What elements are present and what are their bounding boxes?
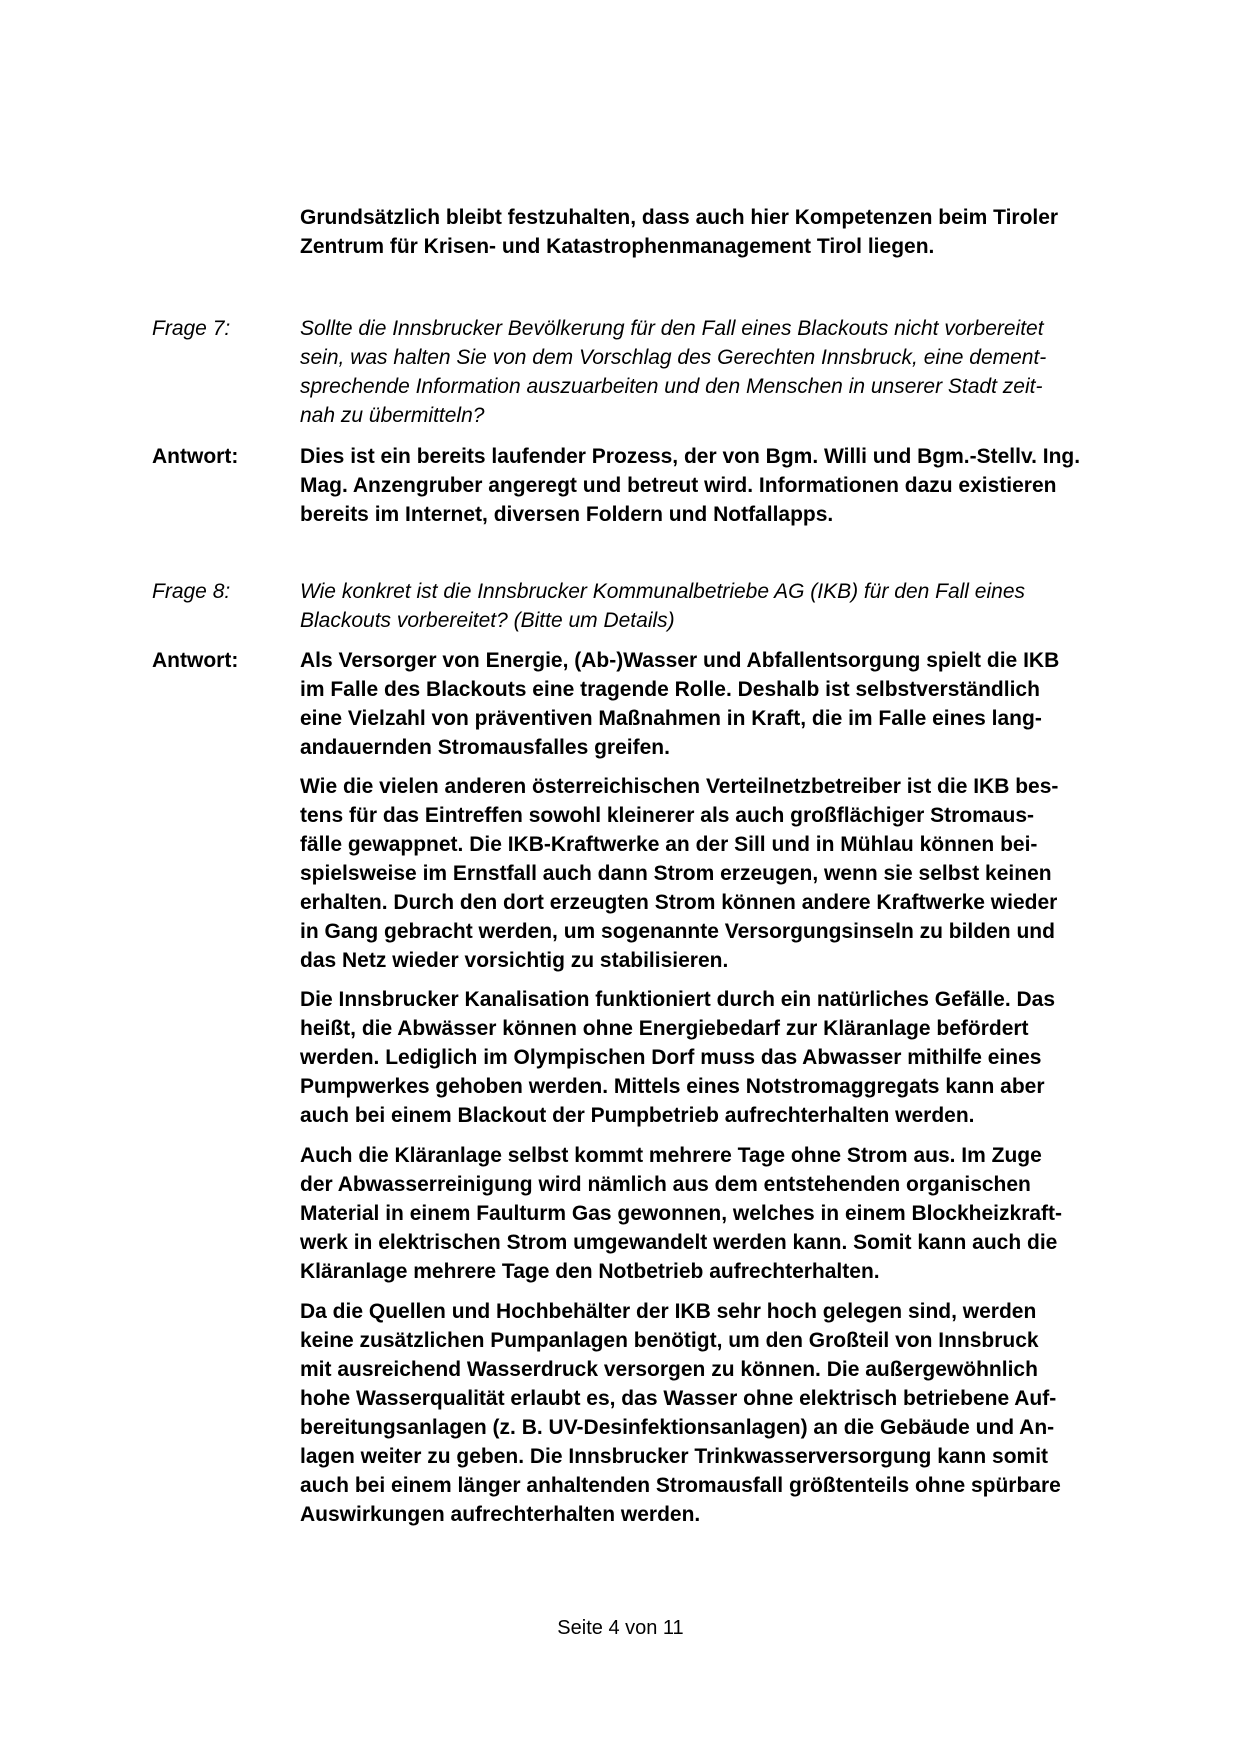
text-line: Auch die Kläranlage selbst kommt mehrere Tage ohne Strom aus. Im Zuge <box>300 1144 1042 1167</box>
answer-8-paragraph-1 <box>300 646 1140 762</box>
text-line: mit ausreichend Wasserdruck versorgen zu können. Die außergewöhnlich <box>300 1358 1038 1381</box>
answer-8-paragraph-2 <box>300 772 1140 975</box>
text-line: Auswirkungen aufrechterhalten werden. <box>300 1503 701 1526</box>
text-line: nah zu übermitteln? <box>300 404 485 427</box>
answer-7-text <box>300 442 1140 529</box>
text-line: eine Vielzahl von präventiven Maßnahmen in Kraft, die im Falle eines lang- <box>300 707 1042 730</box>
text-line: in Gang gebracht werden, um sogenannte Versorgungsinseln zu bilden und <box>300 920 1055 943</box>
text-line: im Falle des Blackouts eine tragende Rolle. Deshalb ist selbstverständlich <box>300 678 1040 701</box>
text-line: Da die Quellen und Hochbehälter der IKB sehr hoch gelegen sind, werden <box>300 1300 1037 1323</box>
text-line: werden. Lediglich im Olympischen Dorf muss das Abwasser mithilfe eines <box>300 1046 1042 1069</box>
text-line: der Abwasserreinigung wird nämlich aus dem entstehenden organischen <box>300 1173 1031 1196</box>
text-line: Wie konkret ist die Innsbrucker Kommunalbetriebe AG (IKB) für den Fall eines <box>300 580 1026 603</box>
answer-8-paragraph-3 <box>300 985 1140 1130</box>
text-line: keine zusätzlichen Pumpanlagen benötigt, um den Großteil von Innsbruck <box>300 1329 1039 1352</box>
text-line: heißt, die Abwässer können ohne Energiebedarf zur Kläranlage befördert <box>300 1017 1029 1040</box>
page-number: Seite 4 von 11 <box>557 1617 684 1639</box>
text-line: tens für das Eintreffen sowohl kleinerer als auch großflächiger Stromaus- <box>300 804 1035 827</box>
text-line: Wie die vielen anderen österreichischen Verteilnetzbetreiber ist die IKB bes- <box>300 775 1059 798</box>
text-line: werk in elektrischen Strom umgewandelt werden kann. Somit kann auch die <box>300 1231 1058 1254</box>
text-line: erhalten. Durch den dort erzeugten Strom können andere Kraftwerke wieder <box>300 891 1058 914</box>
text-line: auch bei einem Blackout der Pumpbetrieb aufrechterhalten werden. <box>300 1104 975 1127</box>
answer-7-label: Antwort: <box>152 445 239 468</box>
question-7-label: Frage 7: <box>152 317 231 340</box>
text-line: lagen weiter zu geben. Die Innsbrucker Trinkwasserversorgung kann somit <box>300 1445 1049 1468</box>
text-line: sein, was halten Sie von dem Vorschlag des Gerechten Innsbruck, eine dement- <box>300 346 1047 369</box>
text-line: Material in einem Faulturm Gas gewonnen, welches in einem Blockheizkraft- <box>300 1202 1063 1225</box>
text-line: bereits im Internet, diversen Foldern und Notfallapps. <box>300 503 834 526</box>
text-line: auch bei einem länger anhaltenden Stromausfall größtenteils ohne spürbare <box>300 1474 1061 1497</box>
text-line: Dies ist ein bereits laufender Prozess, der von Bgm. Willi und Bgm.-Stellv. Ing. <box>300 445 1081 468</box>
answer-8-label: Antwort: <box>152 649 239 672</box>
text-line: Mag. Anzengruber angeregt und betreut wird. Informationen dazu existieren <box>300 474 1057 497</box>
question-7-text <box>300 314 1140 430</box>
question-8-text <box>300 577 1140 635</box>
text-line: das Netz wieder vorsichtig zu stabilisieren. <box>300 949 729 972</box>
intro-paragraph <box>300 203 1140 261</box>
text-line: andauernden Stromausfalles greifen. <box>300 736 670 759</box>
text-line: fälle gewappnet. Die IKB-Kraftwerke an der Sill und in Mühlau können bei- <box>300 833 1038 856</box>
text-line: Grundsätzlich bleibt festzuhalten, dass auch hier Kompetenzen beim Tiroler <box>300 206 1059 229</box>
answer-8-paragraph-4 <box>300 1141 1140 1286</box>
text-line: Blackouts vorbereitet? (Bitte um Details) <box>300 609 675 632</box>
text-line: Sollte die Innsbrucker Bevölkerung für den Fall eines Blackouts nicht vorbereitet <box>300 317 1044 340</box>
text-line: sprechende Information auszuarbeiten und den Menschen in unserer Stadt zeit- <box>300 375 1043 398</box>
text-line: Zentrum für Krisen- und Katastrophenmanagement Tirol liegen. <box>300 235 935 258</box>
question-8-label: Frage 8: <box>152 580 231 603</box>
text-line: Die Innsbrucker Kanalisation funktioniert durch ein natürliches Gefälle. Das <box>300 988 1056 1011</box>
text-line: spielsweise im Ernstfall auch dann Strom erzeugen, wenn sie selbst keinen <box>300 862 1052 885</box>
answer-8-paragraph-5 <box>300 1297 1140 1529</box>
text-line: Kläranlage mehrere Tage den Notbetrieb aufrechterhalten. <box>300 1260 880 1283</box>
text-line: bereitungsanlagen (z. B. UV-Desinfektionsanlagen) an die Gebäude und An- <box>300 1416 1055 1439</box>
text-line: hohe Wasserqualität erlaubt es, das Wasser ohne elektrisch betriebene Auf- <box>300 1387 1057 1410</box>
text-line: Als Versorger von Energie, (Ab-)Wasser und Abfallentsorgung spielt die IKB <box>300 649 1060 672</box>
text-line: Pumpwerkes gehoben werden. Mittels eines Notstromaggregats kann aber <box>300 1075 1045 1098</box>
